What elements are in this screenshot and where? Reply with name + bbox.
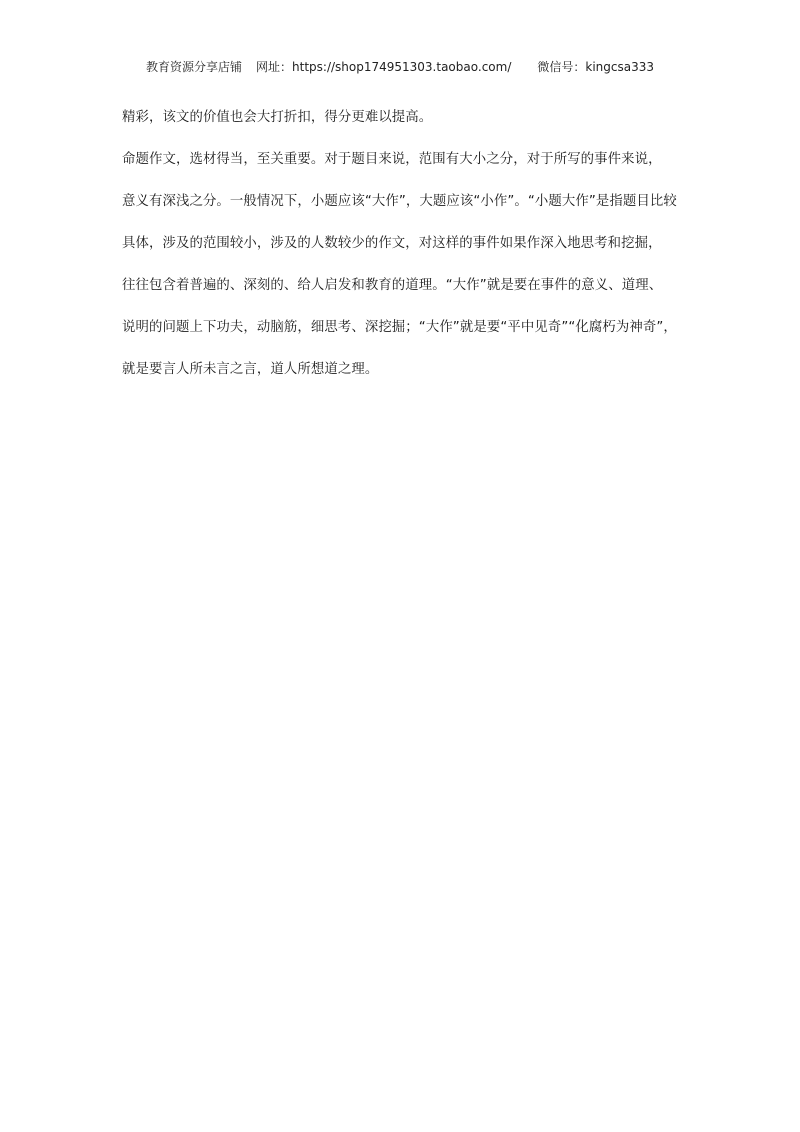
text-line: 说明的问题上下功夫，动脑筋，细思考、深挖掘；“大作”就是要“平中见奇”“化腐朽为神奇”， (122, 320, 677, 335)
text-line: 命题作文，选材得当，至关重要。对于题目来说，范围有大小之分，对于所写的事件来说， (122, 152, 662, 167)
text-line: 精彩，该文的价值也会大打折扣，得分更难以提高。 (122, 110, 433, 125)
body-text (122, 106, 692, 400)
shop-name: 教育资源分享店铺 (145, 60, 242, 74)
wechat-label: 微信号： (537, 60, 586, 74)
text-line: 就是要言人所未言之言，道人所想道之理。 (122, 362, 379, 377)
url-label: 网址： (256, 60, 293, 74)
shop-url-link[interactable]: https://shop174951303.taobao.com/ (292, 60, 512, 74)
page-header (0, 59, 800, 75)
text-line: 往往包含着普遍的、深刻的、给人启发和教育的道理。“大作”就是要在事件的意义、道理、 (122, 278, 663, 293)
wechat-id: kingcsa333 (585, 60, 655, 74)
text-line: 具体，涉及的范围较小，涉及的人数较少的作文，对这样的事件如果作深入地思考和挖掘， (122, 236, 662, 251)
text-line: 意义有深浅之分。一般情况下，小题应该“大作”，大题应该“小作”。“小题大作”是指题目比较 (122, 194, 677, 209)
